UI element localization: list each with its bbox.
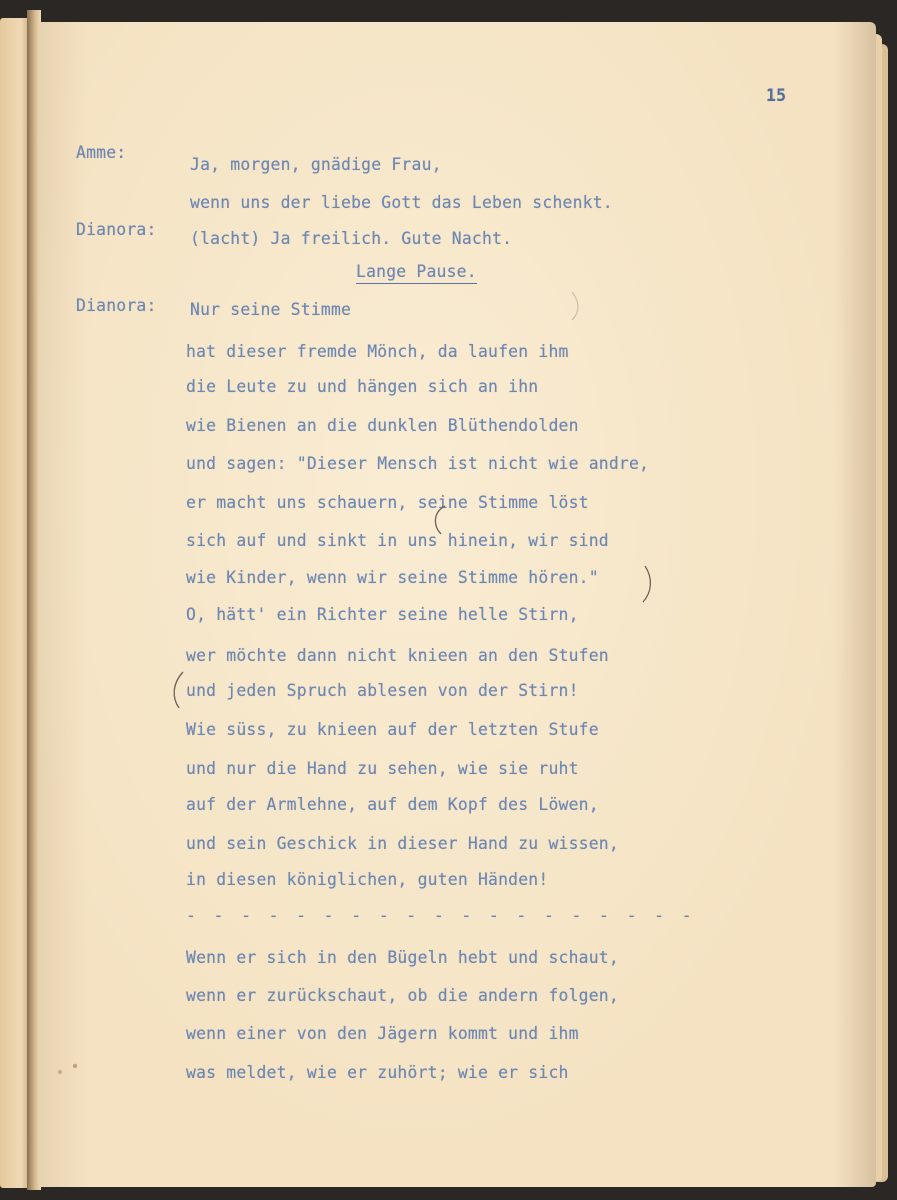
dialogue-line: wenn uns der liebe Gott das Leben schenkt. xyxy=(190,193,613,212)
page-number: 15 xyxy=(766,86,787,105)
monologue-line: und sagen: "Dieser Mensch ist nicht wie andre, xyxy=(186,454,650,473)
monologue-line: er macht uns schauern, seine Stimme löst xyxy=(186,493,589,512)
monologue-line: wer möchte dann nicht knieen an den Stufen xyxy=(186,646,609,665)
speaker-label: Dianora: xyxy=(76,220,157,239)
continuation-line: wenn einer von den Jägern kommt und ihm xyxy=(186,1024,579,1043)
monologue-line: wie Bienen an die dunklen Blüthendolden xyxy=(186,416,579,435)
monologue-line: in diesen königlichen, guten Händen! xyxy=(186,870,549,889)
monologue-line: und sein Geschick in dieser Hand zu wissen, xyxy=(186,834,619,853)
stage-direction-underline xyxy=(356,283,477,284)
monologue-line: und nur die Hand zu sehen, wie sie ruht xyxy=(186,759,579,778)
monologue-line: hat dieser fremde Mönch, da laufen ihm xyxy=(186,342,569,361)
continuation-line: was meldet, wie er zuhört; wie er sich xyxy=(186,1063,569,1082)
monologue-line: O, hätt' ein Richter seine helle Stirn, xyxy=(186,605,579,624)
stage-direction: Lange Pause. xyxy=(356,262,477,281)
monologue-line: auf der Armlehne, auf dem Kopf des Löwen, xyxy=(186,795,599,814)
speaker-label: Dianora: xyxy=(76,296,157,315)
monologue-line: sich auf und sinkt in uns hinein, wir sind xyxy=(186,531,609,550)
continuation-line: Wenn er sich in den Bügeln hebt und schaut, xyxy=(186,948,619,967)
monologue-line: Wie süss, zu knieen auf der letzten Stufe xyxy=(186,720,599,739)
dialogue-line: (lacht) Ja freilich. Gute Nacht. xyxy=(190,229,513,248)
section-divider: - - - - - - - - - - - - - - - - - - - xyxy=(186,906,696,925)
monologue-line: die Leute zu und hängen sich an ihn xyxy=(186,377,539,396)
monologue-line: Nur seine Stimme xyxy=(190,300,352,319)
speaker-label: Amme: xyxy=(76,143,127,162)
monologue-line: wie Kinder, wenn wir seine Stimme hören." xyxy=(186,568,599,587)
dialogue-line: Ja, morgen, gnädige Frau, xyxy=(190,155,442,174)
continuation-line: wenn er zurückschaut, ob die andern folgen, xyxy=(186,986,619,1005)
facing-page-edge xyxy=(0,18,30,1188)
monologue-line: und jeden Spruch ablesen von der Stirn! xyxy=(186,681,579,700)
